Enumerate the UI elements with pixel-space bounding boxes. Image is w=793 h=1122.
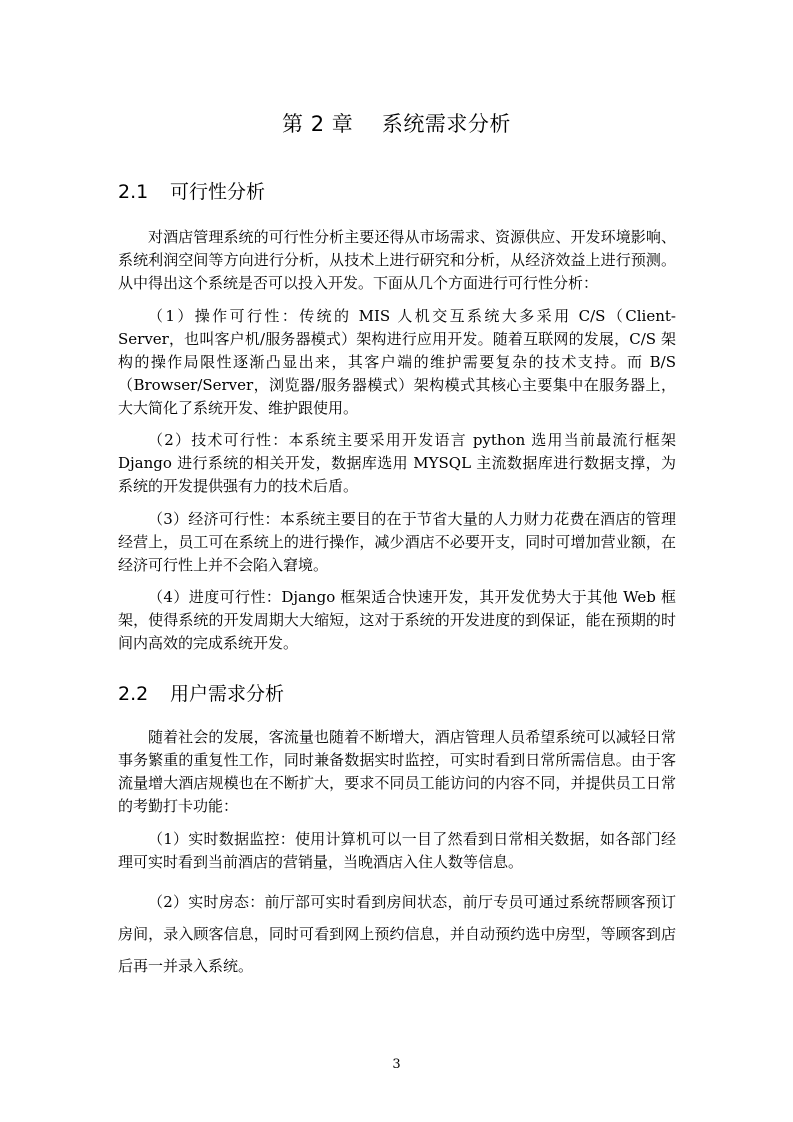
paragraph: 对酒店管理系统的可行性分析主要还得从市场需求、资源供应、开发环境影响、系统利润空间等方向进行分析，从技术上进行研究和分析，从经济效益上进行预测。从中得出这个系统是否可以投入开发。下面从几个方面进行可行性分析： [118, 228, 676, 292]
paragraph: （2）技术可行性：本系统主要采用开发语言 python 选用当前最流行框架 Django 进行系统的相关开发，数据库选用 MYSQL 主流数据库进行数据支撑，为系统的开发提供强有力的技术后盾。 [118, 431, 676, 495]
section-number: 2.1 [118, 181, 149, 203]
paragraph: 随着社会的发展，客流量也随着不断增大，酒店管理人员希望系统可以减轻日常事务繁重的重复性工作，同时兼备数据实时监控，可实时看到日常所需信息。由于客流量增大酒店规模也在不断扩大，要求不同员工能访问的内容不同，并提供员工日常的考勤打卡功能： [118, 728, 676, 815]
paragraph: （3）经济可行性：本系统主要目的在于节省大量的人力财力花费在酒店的管理经营上，员工可在系统上的进行操作，减少酒店不必要开支，同时可增加营业额，在经济可行性上并不会陷入窘境。 [118, 510, 676, 574]
section-title: 可行性分析 [170, 181, 266, 203]
page-number: 3 [392, 1057, 401, 1072]
paragraph: （4）进度可行性：Django 框架适合快速开发，其开发优势大于其他 Web 框架，使得系统的开发周期大大缩短，这对于系统的开发进度的到保证，能在预期的时间内高效的完成系统开发。 [118, 588, 676, 652]
section-title: 用户需求分析 [170, 683, 285, 705]
paragraph: （1）操作可行性：传统的 MIS 人机交互系统大多采用 C/S（Client-Server，也叫客户机/服务器模式）架构进行应用开发。随着互联网的发展，C/S 架构的操作局限性逐渐凸显出来，其客户端的维护需要复杂的技术支持。而 B/S（Browser/Server，浏览器/服务器模式）架构模式其核心主要集中在服务器上，大大简化了系统开发、维护跟使用。 [118, 307, 676, 417]
section-number: 2.2 [118, 683, 149, 705]
paragraph: （2）实时房态：前厅部可实时看到房间状态，前厅专员可通过系统帮顾客预订房间，录入顾客信息，同时可看到网上预约信息，并自动预约选中房型，等顾客到店后再一并录入系统。 [118, 893, 676, 975]
section-heading-2-1 [118, 177, 265, 204]
paragraph: （1）实时数据监控：使用计算机可以一目了然看到日常相关数据，如各部门经理可实时看到当前酒店的营销量，当晚酒店入住人数等信息。 [118, 830, 676, 871]
chapter-title: 第 2 章 系统需求分析 [282, 112, 511, 136]
section-heading-2-2 [118, 679, 284, 706]
